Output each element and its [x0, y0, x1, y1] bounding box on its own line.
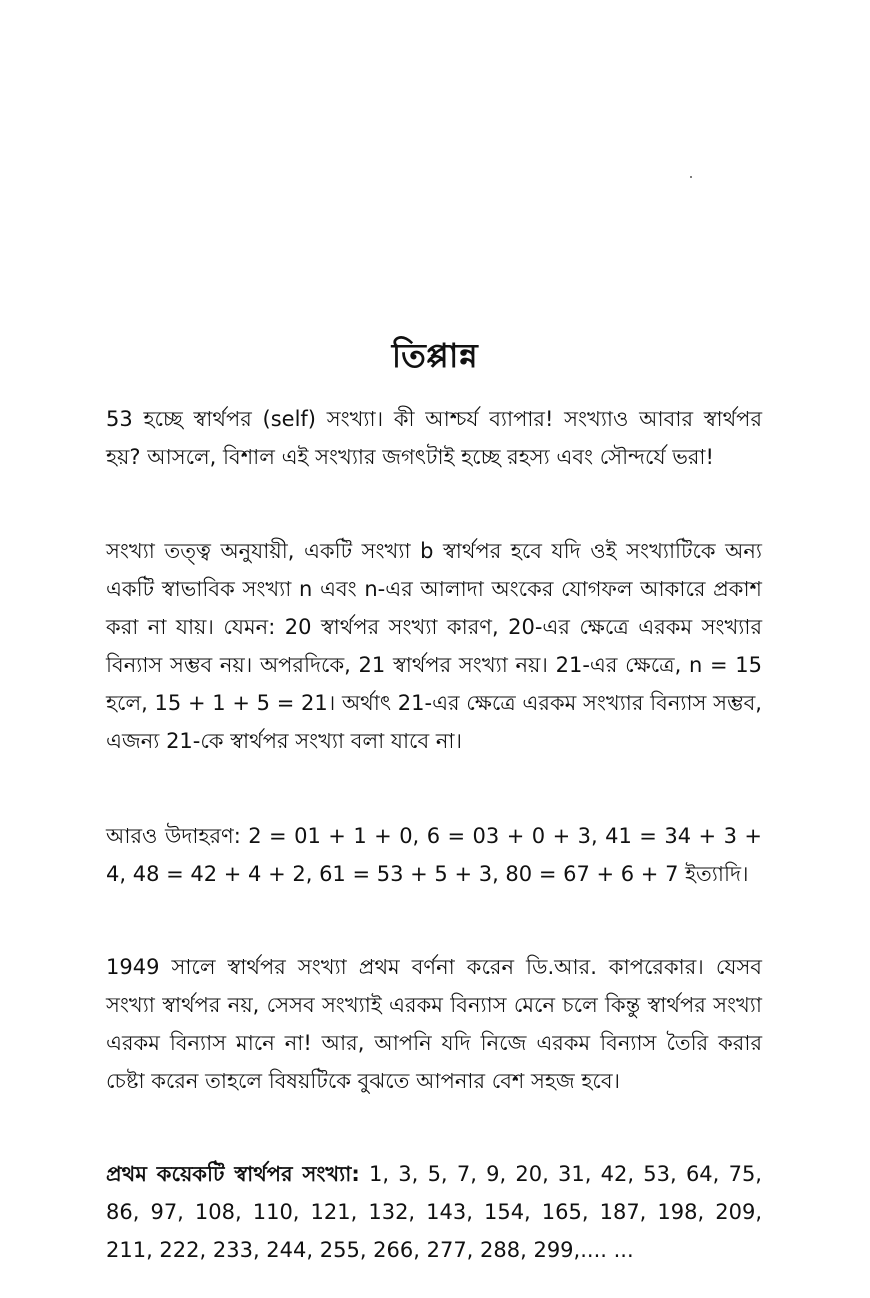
page-speck: [690, 176, 692, 178]
paragraph-history: 1949 সালে স্বার্থপর সংখ্যা প্রথম বর্ণনা করেন ডি.আর. কাপরেকার। যেসব সংখ্যা স্বার্থপর নয়, সেসব সংখ্যাই এরকম বিন্যাস মেনে চলে কিন্তু স্বার্থপর সংখ্যা এরকম বিন্যাস মানে না! আর, আপনি যদি নিজে এরকম বিন্যাস তৈরি করার চেষ্টা করেন তাহলে বিষয়টিকে বুঝতে আপনার বেশ সহজ হবে।: [106, 955, 762, 1093]
paragraph-intro: 53 হচ্ছে স্বার্থপর (self) সংখ্যা। কী আশ্চর্য ব্যাপার! সংখ্যাও আবার স্বার্থপর হয়? আসলে, বিশাল এই সংখ্যার জগৎটাই হচ্ছে রহস্য এবং সৌন্দর্যে ভরা!: [106, 407, 762, 469]
self-number-list-values: 1, 3, 5, 7, 9, 20, 31, 42, 53, 64, 75, 86, 97, 108, 110, 121, 132, 143, 154, 165, 187, 198, 209, 211, 222, 233, 244, 255, 266, 277, 288, 299,.... ...: [106, 1162, 762, 1262]
paragraph-definition: সংখ্যা তত্ত্ব অনুযায়ী, একটি সংখ্যা b স্বার্থপর হবে যদি ওই সংখ্যাটিকে অন্য একটি স্বাভাবিক সংখ্যা n এবং n-এর আলাদা অংকের যোগফল আকারে প্রকাশ করা না যায়। যেমন: 20 স্বার্থপর সংখ্যা কারণ, 20-এর ক্ষেত্রে এরকম সংখ্যার বিন্যাস সম্ভব নয়। অপরদিকে, 21 স্বার্থপর সংখ্যা নয়। 21-এর ক্ষেত্রে, n = 15 হলে, 15 + 1 + 5 = 21। অর্থাৎ 21-এর ক্ষেত্রে এরকম সংখ্যার বিন্যাস সম্ভব, এজন্য 21-কে স্বার্থপর সংখ্যা বলা যাবে না।: [106, 539, 762, 753]
paragraph-examples: আরও উদাহরণ: 2 = 01 + 1 + 0, 6 = 03 + 0 + 3, 41 = 34 + 3 + 4, 48 = 42 + 4 + 2, 61 = 53 + 5 + 3, 80 = 67 + 6 + 7 ইত্যাদি।: [106, 824, 762, 886]
self-number-list-label: প্রথম কয়েকটি স্বার্থপর সংখ্যা:: [106, 1162, 360, 1186]
paragraph-self-number-list: [106, 1155, 762, 1269]
chapter-title: তিপ্পান্ন: [391, 336, 479, 376]
